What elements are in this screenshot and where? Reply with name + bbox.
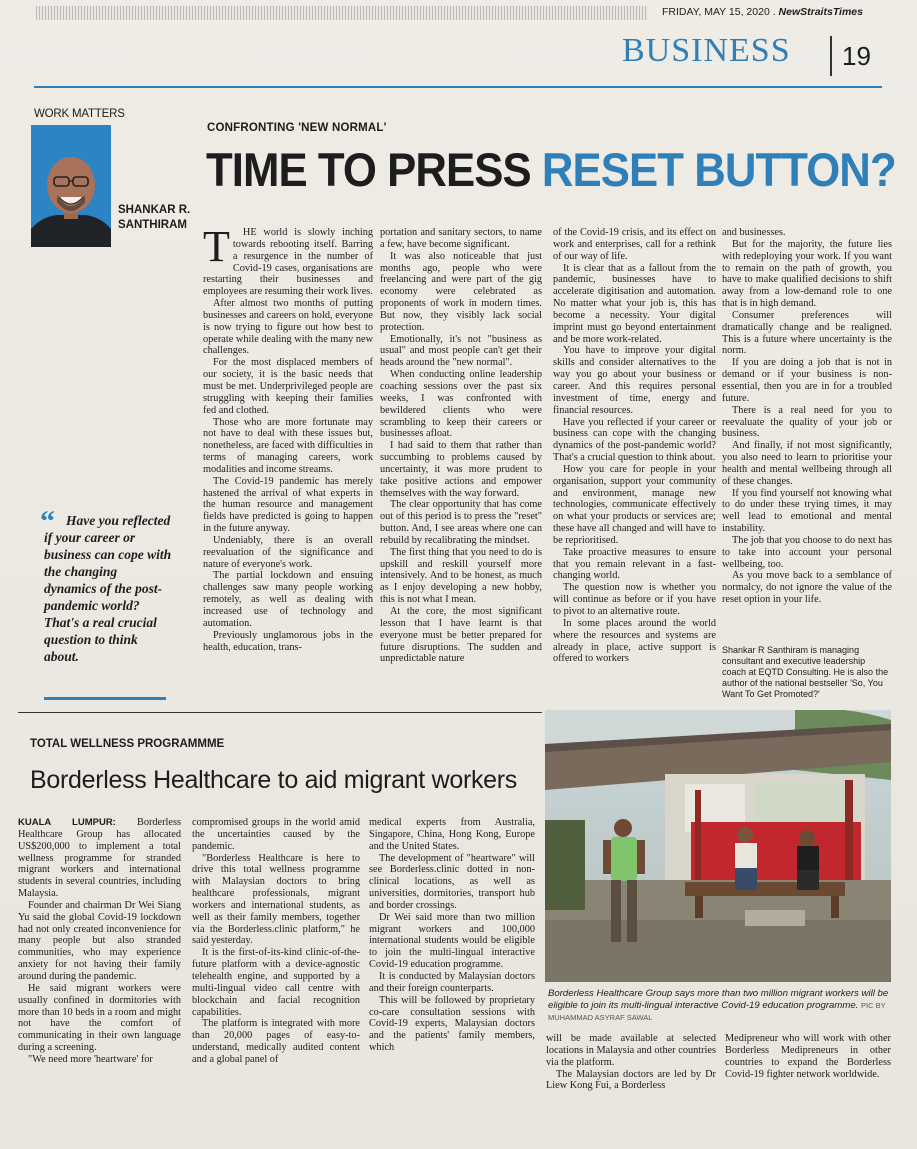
paragraph: The clear opportunity that has come out of this period is to press the "reset" button. And, I see areas where one can rebuild by recalibrating the mindset. <box>380 499 542 546</box>
page-number: 19 <box>830 36 871 76</box>
paragraph: I had said to them that rather than succumbing to problems caused by uncertainty, it was more prudent to take positive actions and empower themselves with the way forward. <box>380 440 542 499</box>
paragraph: "Borderless Healthcare is here to drive this total wellness programme with Malaysian doctors to bring healthcare professionals, migrant workers and international students, as well as their family members, together via the Borderless.clinic platform," he said yesterday. <box>192 852 360 947</box>
paragraph: And finally, if not most significantly, you also need to learn to prioritise your health and mental wellbeing through all of these changes. <box>722 440 892 487</box>
article2-column-2 <box>192 817 360 1066</box>
paragraph: HE world is slowly inching towards rebooting itself. Barring a resurgence in the number of Covid-19 cases, organisations are restarting their businesses and employees are resuming their work lives. <box>203 227 373 298</box>
paragraph: If you find yourself not knowing what to do under these trying times, it may well lead to emotional and mental instability. <box>722 487 892 535</box>
headline-part1: TIME TO PRESS <box>206 143 542 196</box>
paragraph: The Malaysian doctors are led by Dr Liew Kong Fui, a Borderless <box>546 1068 716 1092</box>
author-byline <box>118 203 190 233</box>
paragraph: medical experts from Australia, Singapore, China, Hong Kong, Europe and the United States. <box>369 817 535 852</box>
paragraph: The first thing that you need to do is upskill and reskill yourself more intensively. And to be honest, as much as I enjoy developing a new hobby, this is not what I mean. <box>380 546 542 606</box>
paragraph: It is clear that as a fallout from the pandemic, businesses have to accelerate digitisation and automation. No matter what your job is, this has become a necessity. Your digital imprint must go beyond entertainment and be more work-related. <box>553 262 716 345</box>
date-separator: . <box>769 6 779 18</box>
article2-column-1 <box>18 817 181 1066</box>
author-name-line1: SHANKAR R. <box>118 204 191 216</box>
paragraph: The question now is whether you will continue as before or if you have to pivot to an alternative route. <box>553 582 716 617</box>
paragraph <box>18 817 181 900</box>
paragraph: If you are doing a job that is not in demand or if your business is non-essential, then you are in for a troubled future. <box>722 357 892 404</box>
article1-column-2 <box>380 227 542 665</box>
author-portrait-icon <box>31 125 111 247</box>
migrant-workers-photo <box>545 710 891 982</box>
paragraph: The Covid-19 pandemic has merely hastened the arrival of what experts in the human resource and management fields have predicted is going to happen in the future anyway. <box>203 475 373 535</box>
photo-caption <box>548 988 893 1024</box>
paragraph: It is the first-of-its-kind clinic-of-the-future platform with a device-agnostic telehealth engine, and supported by a multi-lingual video call centre with blockchain and facial recognition capabilities. <box>192 947 360 1018</box>
paragraph: He said migrant workers were usually confined in dormitories with more than 10 beds in a room and might not have the comfort of communicating in their own language during a screening. <box>18 982 181 1054</box>
article2-column-3 <box>369 817 535 1054</box>
paragraph: The partial lockdown and ensuing challenges saw many people working remotely, as well as dealing with increased use of technology and automation. <box>203 570 373 629</box>
paragraph: will be made available at selected locations in Malaysia and other countries via the platform. <box>546 1033 716 1068</box>
paragraph: Medipreneur who will work with other Borderless Medipreneurs in other countries to expand the Borderless Covid-19 fighter network worldwide. <box>725 1033 891 1080</box>
paragraph: It was also noticeable that just months ago, people who were freelancing and were part of the gig economy were celebrated as proponents of work in modern times. But now, they visibly lack social protection. <box>380 250 542 333</box>
column-label: WORK MATTERS <box>34 108 125 120</box>
paragraph: The platform is integrated with more than 20,000 pages of easy-to-understand, medically audited content and a global panel of <box>192 1018 360 1065</box>
paragraph: of the Covid-19 crisis, and its effect on work and enterprises, call for a rethink of our way of life. <box>553 227 716 262</box>
article1-column-4 <box>722 227 892 606</box>
pull-quote-rule <box>44 697 166 700</box>
paragraph: Have you reflected if your career or business can cope with the changing dynamics of the post-pandemic world? That's a crucial question to think about. <box>553 416 716 464</box>
paragraph: "We need more 'heartware' for <box>28 1053 153 1065</box>
article2-column-4 <box>546 1033 716 1092</box>
paragraph: At the core, the most significant lesson that I have learnt is that everyone must be better prepared for future disruptions. The sudden and unpredictable nature <box>380 606 542 665</box>
paragraph: In some places around the world where the resources and systems are already in place, active support is offered to workers <box>553 617 716 665</box>
headline-part2: RESET BUTTON? <box>541 143 896 196</box>
paragraph: Founder and chairman Dr Wei Siang Yu said the global Covid-19 lockdown had not only created inconvenience for many people but also stranded communities, who may experience anxiety for not having their family around during the pandemic. <box>18 899 181 982</box>
article-kicker: CONFRONTING 'NEW NORMAL' <box>207 122 387 134</box>
paragraph: portation and sanitary sectors, to name a few, have become significant. <box>380 227 542 250</box>
paragraph: Consumer preferences will dramatically change and be realigned. This is a future where uncertainty is the norm. <box>722 309 892 357</box>
article2-headline: Borderless Healthcare to aid migrant workers <box>30 766 518 794</box>
article-headline <box>206 140 896 200</box>
drop-cap: T <box>203 222 230 271</box>
paragraph: Take proactive measures to ensure that you remain relevant in a fast-changing world. <box>553 546 716 582</box>
paragraph: There is a real need for you to reevaluate the quality of your job or business. <box>722 404 892 440</box>
paragraph: You have to improve your digital skills and consider alternatives to the way you go about your business or career. And this requires personal investment of time, energy and financial resources. <box>553 345 716 416</box>
article2-column-5 <box>725 1033 891 1080</box>
paragraph: Dr Wei said more than two million migrant workers and 100,000 international students would be eligible to join the multi-lingual interactive Covid-19 education programme. <box>369 911 535 971</box>
paragraph: Those who are more fortunate may not have to deal with these issues but, nonetheless, are faced with difficulties in terms of managing careers, work modalities and income streams. <box>203 416 373 475</box>
pull-quote <box>40 505 172 665</box>
article1-column-3 <box>553 227 716 665</box>
paragraph: For the most displaced members of our society, it is the basic needs that must be met. Underprivileged people are struggling with keeping their families fed and clothed. <box>203 357 373 416</box>
quote-mark-icon: “ <box>40 505 55 538</box>
author-photo <box>31 125 111 247</box>
caption-text: Borderless Healthcare Group says more than two million migrant workers will be eligible to join its multi-lingual interactive Covid-19 education programme. <box>548 988 889 1011</box>
paragraph: Previously unglamorous jobs in the health, education, trans- <box>203 629 373 653</box>
paragraph: Undeniably, there is an overall reevaluation of the significance and nature of everyone's work. <box>203 534 373 570</box>
section-divider <box>18 712 542 713</box>
paragraph: compromised groups in the world amid the uncertainties caused by the pandemic. <box>192 817 360 852</box>
newspaper-brand: NewStraitsTimes <box>778 6 863 18</box>
paragraph: How you care for people in your organisation, support your community and environment, manage new technologies, communicate effectively on what your products or services are; these have all changed and will have to be reprioritised. <box>553 463 716 546</box>
paragraph: The development of "heartware" will see Borderless.clinic dotted in non-clinical locations, as well as universities, dormitories, transport hub and border crossings. <box>369 852 535 911</box>
lead-text: Borderless Healthcare Group has allocated US$200,000 to implement a total wellness programme for stranded migrant workers and international students in several countries, including Malaysia. <box>18 817 181 900</box>
paragraph: But for the majority, the future lies with redeploying your work. If you want to remain on the path of growth, you have to make qualified decisions to shift away from a low-demand role to one that is in high demand. <box>722 238 892 310</box>
article1-column-1 <box>203 222 373 653</box>
issue-date-line <box>662 6 863 18</box>
author-name-line2: SANTHIRAM <box>118 219 187 231</box>
paragraph: As you move back to a semblance of normalcy, do not ignore the value of the reset option in your life. <box>722 570 892 606</box>
author-bio: Shankar R Santhiram is managing consultant and executive leadership coach at EQTD Consulting. He is also the author of the national bestseller 'So, You Want To Get Promoted?' <box>722 645 889 699</box>
top-rule <box>34 86 882 88</box>
paragraph: This will be followed by proprietary co-care consultation sessions with Covid-19 experts, Malaysian doctors and the patients' family members, which <box>369 994 535 1054</box>
paragraph: After almost two months of putting businesses and careers on hold, everyone is now trying to figure out how best to operate while dealing with the many new challenges. <box>203 298 373 357</box>
paragraph: The job that you choose to do next has to take into account your personal wellbeing, too. <box>722 534 892 570</box>
dateline: KUALA LUMPUR: <box>18 817 116 828</box>
paragraph: It is conducted by Malaysian doctors and their foreign counterparts. <box>369 970 535 994</box>
article2-label: TOTAL WELLNESS PROGRAMMME <box>30 738 225 750</box>
barcode-stripes <box>36 6 648 20</box>
paragraph: When conducting online leadership coaching sessions over the past six weeks, I was confronted with bewildered clients who were scrambling to keep their careers or businesses afloat. <box>380 369 542 440</box>
section-title: BUSINESS <box>622 32 791 69</box>
issue-date: FRIDAY, MAY 15, 2020 <box>662 6 770 18</box>
pull-quote-text: Have you reflected if your career or business can cope with the changing dynamics of the post-pandemic world? That's a real crucial question to think about. <box>44 513 172 664</box>
workers-scene-icon <box>545 710 891 982</box>
photo-credit: PIC BY MUHAMMAD ASYRAF SAWAL <box>548 1001 886 1022</box>
paragraph: and businesses. <box>722 227 786 238</box>
paragraph: Emotionally, it's not "business as usual" and most people can't get their heads around the "new normal". <box>380 333 542 369</box>
